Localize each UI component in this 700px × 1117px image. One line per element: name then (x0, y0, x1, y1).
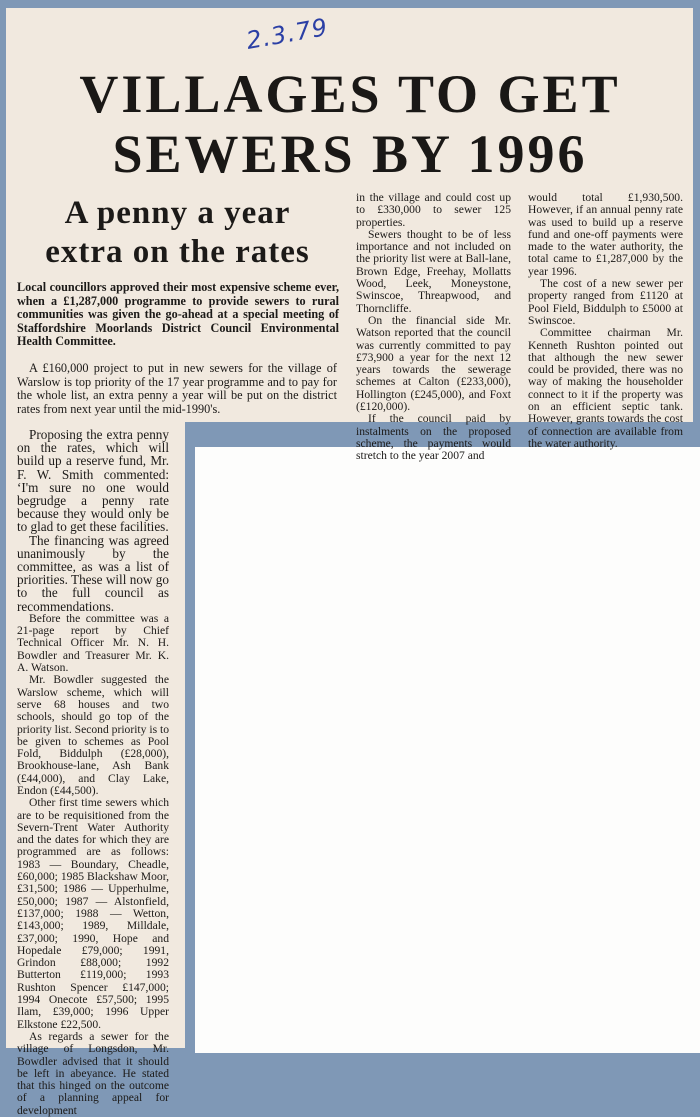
paragraph: would total £1,930,500. However, if an annual penny rate was used to build up a reserve fund and one-off payments were made to the water authority, the total came to £1,287,000 by the year 1996. (528, 191, 683, 278)
right-column (528, 192, 683, 450)
paragraph: Proposing the extra penny on the rates, which will build up a reserve fund, Mr. F. W. Smith commented: ‘I'm sure no one would begrudge a penny rate because they would only be to glad to get these facilities. (17, 427, 169, 535)
lead-text: Local councillors approved their most expensive scheme ever, when a £1,287,000 programme to provide sewers to rural communities was given the go-ahead at a special meeting of Staffordshire Moorlands District Council Environmental Health Committee. (17, 280, 339, 348)
paragraph: On the financial side Mr. Watson reported that the council was currently committed to pay £73,900 a year for the next 12 years towards the sewerage schemes at Calton (£233,000), Hollington (£245,000), and Foxt (£120,000). (356, 313, 511, 414)
lead-paragraph (17, 281, 339, 349)
headline-line-1: VILLAGES TO GET (79, 64, 621, 124)
blank-backing-sheet (195, 447, 700, 1053)
paragraph: Before the committee was a 21-page report by Chief Technical Officer Mr. N. H. Bowdler and Treasurer Mr. K. A. Watson. (17, 611, 169, 675)
headline-line-2: SEWERS BY 1996 (112, 124, 588, 184)
paragraph: The cost of a new sewer per property ranged from £1120 at Pool Field, Biddulph to £5000 at Swinscoe. (528, 277, 683, 327)
handwritten-date: 2.3.79 (244, 13, 331, 55)
paragraph: Sewers thought to be of less importance and not included on the priority list were at Ball-lane, Brown Edge, Freehay, Mollatts Wood, Leek, Moneystone, Swinscoe, Threapwood, and Thorncliffe. (356, 227, 511, 315)
paragraph: in the village and could cost up to £330,000 to sewer 125 properties. (356, 191, 511, 229)
left-column (17, 428, 169, 1117)
intro-paragraph (17, 362, 337, 416)
paragraph: Mr. Bowdler suggested the Warslow scheme, which will serve 68 houses and two schools, should go top of the priority list. Second priority is to be given to schemes as Pool Fold, Biddulph (£28,000), Brookhouse-lane, Ash Bank (£44,000), and Clay Lake, Endon (£44,500). (17, 673, 169, 797)
paragraph: Other first time sewers which are to be requisitioned from the Severn-Trent Water Authority and the dates for which they are programmed are as follows: 1983 — Boundary, Cheadle, £60,000; 1985 Blackshaw Moor, £31,500; 1986 — Upperhulme, £50,000; 1987 — Alstonfield, £137,000; 1988 — Wetton, £143,000; 1989, Milldale, £37,000; 1990, Hope and Hopedale £79,000; 1991, Grindon £88,000; 1992 Butterton £119,000; 1993 Rushton Spencer £147,000; 1994 Onecote £57,500; 1995 Ilam, £39,000; 1996 Upper Elkstone £22,500. (17, 796, 169, 1031)
paragraph: Committee chairman Mr. Kenneth Rushton pointed out that although the new sewer could be provided, there was no way of making the householder connect to it if the property was on an efficient septic tank. However, grants towards the cost of connection are available from the water authority. (528, 326, 683, 450)
paragraph: As regards a sewer for the village of Longsdon, Mr. Bowdler advised that it should be left in abeyance. He stated that this hinged on the outcome of a planning appeal for development (17, 1029, 169, 1117)
paragraph: If the council paid by instalments on the proposed scheme, the payments would stretch to the year 2007 and (356, 412, 511, 463)
subheadline-line-2: extra on the rates (45, 234, 310, 270)
middle-column (356, 192, 511, 463)
subheadline-line-1: A penny a year (64, 195, 291, 231)
intro-text: A £160,000 project to put in new sewers for the village of Warslow is top priority of the 17 year programme and to pay for the whole list, an extra penny a year will be put on the district rates from next year until the mid-1990's. (17, 361, 337, 416)
paragraph: The financing was agreed unanimously by the committee, as was a list of priorities. These will now go to the full council as recommendations. (17, 532, 169, 614)
